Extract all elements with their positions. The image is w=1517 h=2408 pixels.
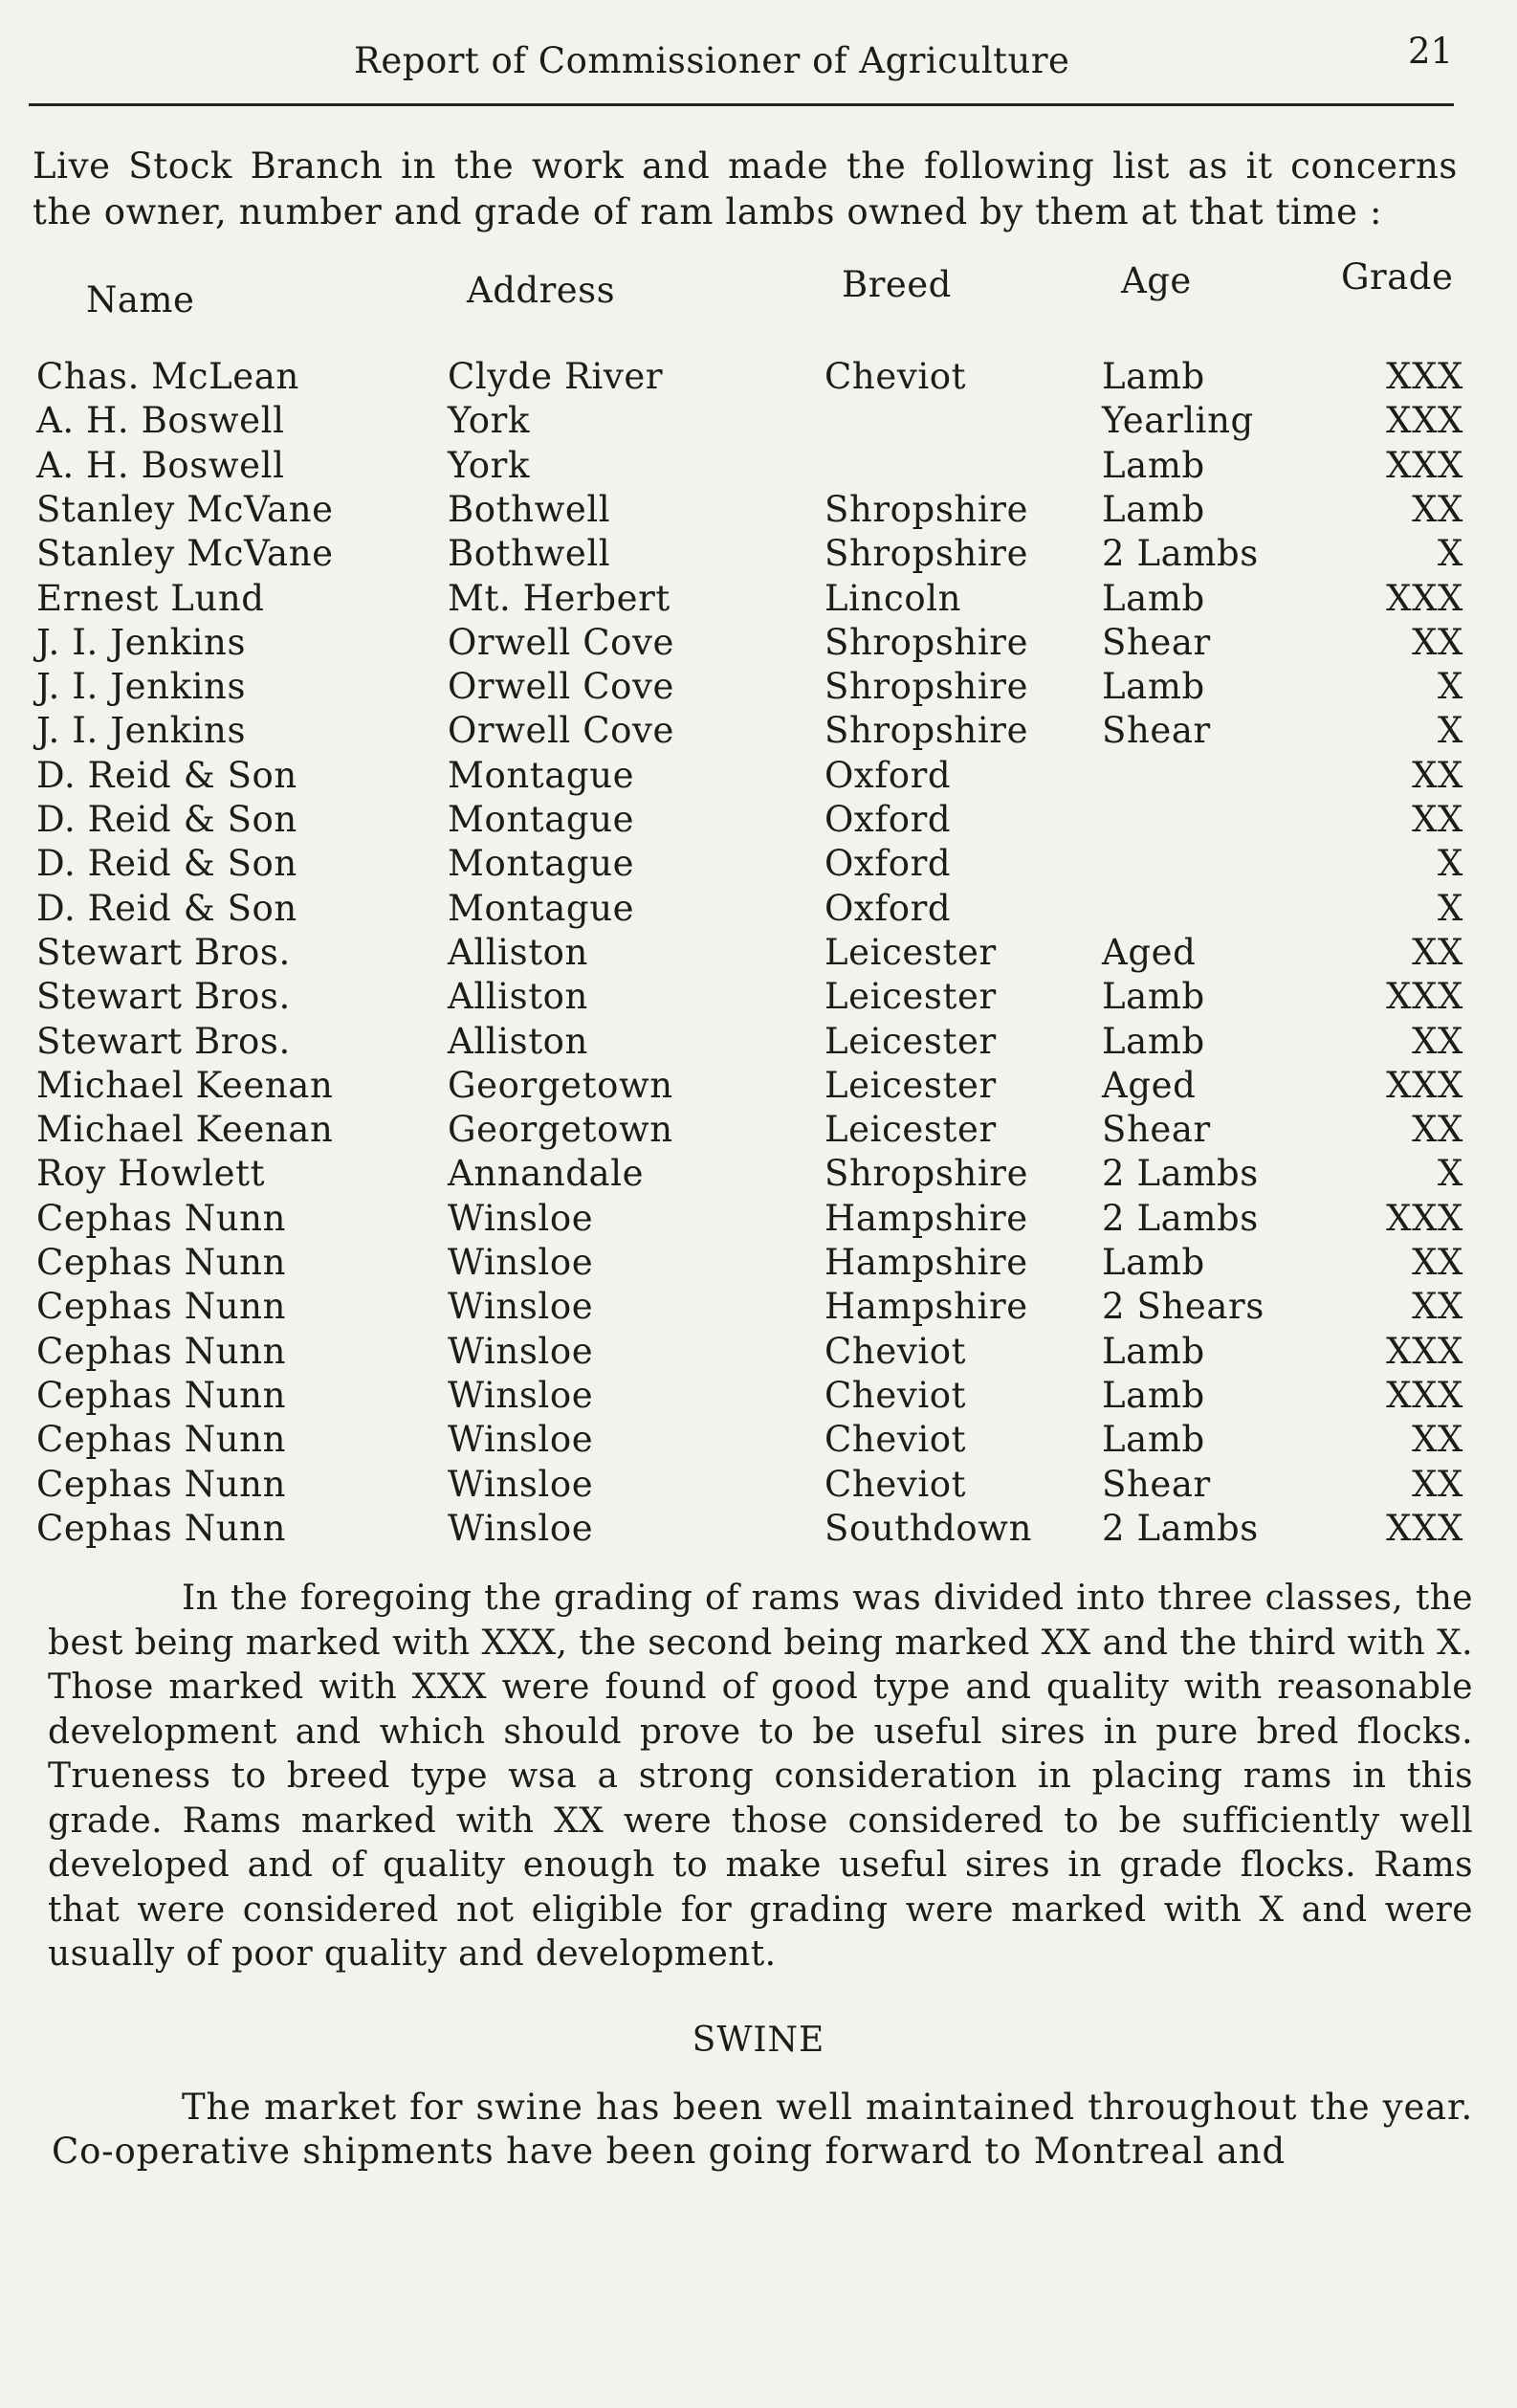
table-row (0, 1331, 1517, 1375)
cell-breed: Cheviot (824, 1330, 967, 1372)
cell-address: Winsloe (448, 1330, 594, 1372)
intro-line-2: the owner, number and grade of ram lambs owned by them at that time : (33, 191, 1383, 232)
table-row (0, 1065, 1517, 1109)
cell-name: Cephas Nunn (36, 1374, 286, 1416)
cell-breed: Hampshire (824, 1197, 1028, 1239)
cell-name: Cephas Nunn (36, 1197, 286, 1239)
cell-address: Montague (448, 754, 635, 796)
cell-age: Lamb (1102, 1374, 1205, 1416)
table-row (0, 888, 1517, 932)
cell-breed: Leicester (824, 1064, 997, 1106)
table-row (0, 1153, 1517, 1197)
cell-breed: Leicester (824, 1109, 997, 1151)
cell-breed: Cheviot (824, 356, 967, 397)
cell-breed: Shropshire (824, 710, 1029, 752)
cell-breed: Shropshire (824, 1153, 1029, 1195)
cell-age: 2 Lambs (1102, 1197, 1259, 1239)
cell-address: Orwell Cove (448, 710, 675, 752)
cell-age: Lamb (1102, 976, 1205, 1018)
column-header-age: Age (1121, 260, 1192, 301)
cell-breed: Oxford (824, 843, 952, 885)
cell-address: Orwell Cove (448, 621, 675, 663)
table-row (0, 445, 1517, 489)
cell-age: Shear (1102, 1109, 1211, 1151)
cell-grade: XXX (1386, 1507, 1463, 1549)
cell-address: Montague (448, 799, 635, 840)
cell-grade: X (1438, 710, 1463, 752)
cell-age: 2 Lambs (1102, 1507, 1259, 1549)
cell-name: A. H. Boswell (36, 444, 285, 486)
table-row (0, 976, 1517, 1020)
cell-grade: XX (1412, 931, 1463, 973)
cell-name: Michael Keenan (36, 1064, 334, 1106)
cell-grade: X (1438, 843, 1463, 885)
cell-age: 2 Shears (1102, 1286, 1264, 1328)
cell-grade: X (1438, 887, 1463, 929)
cell-name: Stewart Bros. (36, 931, 291, 973)
cell-address: Orwell Cove (448, 666, 675, 708)
cell-age: Lamb (1102, 1419, 1205, 1461)
cell-grade: XX (1412, 1242, 1463, 1283)
grading-paragraph (48, 1577, 1473, 1977)
cell-grade: X (1438, 1153, 1463, 1195)
cell-grade: X (1438, 666, 1463, 708)
cell-address: Winsloe (448, 1242, 594, 1283)
table-row (0, 356, 1517, 400)
swine-paragraph-text: The market for swine has been well maintained throughout the year. Co-operative shipments have been going forward to Montreal and (52, 2087, 1473, 2172)
cell-breed: Leicester (824, 931, 997, 973)
table-row (0, 1286, 1517, 1330)
cell-name: Stewart Bros. (36, 976, 291, 1018)
swine-paragraph (52, 2086, 1473, 2174)
cell-grade: XXX (1386, 1374, 1463, 1416)
cell-name: Stewart Bros. (36, 1020, 291, 1062)
table-row (0, 1109, 1517, 1153)
cell-age: Shear (1102, 621, 1211, 663)
cell-address: Winsloe (448, 1419, 594, 1461)
cell-address: Clyde River (448, 356, 664, 397)
cell-grade: XXX (1386, 356, 1463, 397)
cell-address: Winsloe (448, 1197, 594, 1239)
column-header-address: Address (467, 270, 616, 311)
cell-age: Lamb (1102, 666, 1205, 708)
cell-age: 2 Lambs (1102, 533, 1259, 575)
cell-name: Cephas Nunn (36, 1507, 286, 1549)
cell-name: Cephas Nunn (36, 1463, 286, 1505)
cell-address: York (448, 400, 530, 442)
cell-breed: Oxford (824, 754, 952, 796)
intro-paragraph (33, 144, 1458, 235)
cell-name: Stanley McVane (36, 533, 334, 575)
cell-name: Chas. McLean (36, 356, 299, 397)
column-header-name: Name (86, 279, 195, 320)
cell-address: Bothwell (448, 488, 611, 530)
cell-age: Lamb (1102, 1330, 1205, 1372)
cell-address: Annandale (448, 1153, 645, 1195)
cell-grade: XX (1412, 1109, 1463, 1151)
cell-address: Alliston (448, 931, 588, 973)
cell-address: Winsloe (448, 1507, 594, 1549)
table-row (0, 1464, 1517, 1508)
cell-grade: X (1438, 533, 1463, 575)
cell-age: Shear (1102, 710, 1211, 752)
cell-breed: Lincoln (824, 577, 962, 619)
table-row (0, 489, 1517, 533)
table-row (0, 400, 1517, 444)
cell-name: Roy Howlett (36, 1153, 266, 1195)
cell-address: Montague (448, 843, 635, 885)
cell-name: D. Reid & Son (36, 843, 297, 885)
cell-grade: XXX (1386, 976, 1463, 1018)
cell-age: Lamb (1102, 577, 1205, 619)
cell-grade: XXX (1386, 1330, 1463, 1372)
cell-breed: Cheviot (824, 1463, 967, 1505)
table-row (0, 533, 1517, 577)
swine-heading: SWINE (692, 2021, 825, 2060)
cell-name: D. Reid & Son (36, 754, 297, 796)
table-row (0, 755, 1517, 799)
cell-age: Lamb (1102, 488, 1205, 530)
cell-grade: XXX (1386, 577, 1463, 619)
table-row (0, 932, 1517, 976)
table-row (0, 622, 1517, 666)
intro-line-1: Live Stock Branch in the work and made the following list as it concerns (33, 145, 1458, 187)
cell-breed: Shropshire (824, 488, 1029, 530)
cell-breed: Oxford (824, 799, 952, 840)
cell-name: Michael Keenan (36, 1109, 334, 1151)
cell-age: 2 Lambs (1102, 1153, 1259, 1195)
column-header-grade: Grade (1341, 256, 1454, 298)
cell-address: Mt. Herbert (448, 577, 671, 619)
header-rule (29, 103, 1454, 106)
cell-breed: Cheviot (824, 1374, 967, 1416)
table-row (0, 710, 1517, 754)
table-row (0, 1375, 1517, 1419)
cell-name: Cephas Nunn (36, 1286, 286, 1328)
cell-breed: Shropshire (824, 533, 1029, 575)
table-row (0, 843, 1517, 887)
cell-name: J. I. Jenkins (36, 621, 247, 663)
cell-age: Lamb (1102, 444, 1205, 486)
cell-grade: XX (1412, 1020, 1463, 1062)
table-row (0, 1242, 1517, 1286)
cell-age: Lamb (1102, 356, 1205, 397)
cell-grade: XXX (1386, 1197, 1463, 1239)
cell-address: Winsloe (448, 1286, 594, 1328)
page-number: 21 (1408, 31, 1454, 72)
cell-address: Bothwell (448, 533, 611, 575)
cell-grade: XX (1412, 621, 1463, 663)
cell-address: York (448, 444, 530, 486)
cell-address: Winsloe (448, 1374, 594, 1416)
cell-grade: XX (1412, 488, 1463, 530)
cell-address: Alliston (448, 1020, 588, 1062)
table-row (0, 666, 1517, 710)
cell-age: Shear (1102, 1463, 1211, 1505)
cell-address: Montague (448, 887, 635, 929)
cell-name: D. Reid & Son (36, 887, 297, 929)
cell-grade: XX (1412, 1463, 1463, 1505)
cell-breed: Shropshire (824, 666, 1029, 708)
cell-name: J. I. Jenkins (36, 666, 247, 708)
table-row (0, 1508, 1517, 1552)
column-header-breed: Breed (842, 264, 952, 305)
cell-breed: Cheviot (824, 1419, 967, 1461)
cell-grade: XXX (1386, 1064, 1463, 1106)
grading-paragraph-text: In the foregoing the grading of rams was divided into three classes, the best being marked with XXX, the second being marked XX and the third with X. Those marked with XXX were found of good type and quality with reasonable development and which should prove to be useful sires in pure bred flocks. Trueness to breed type wsa a strong consideration in placing rams in this grade. Rams marked with XX were those considered to be sufficiently well developed and of quality enough to make useful sires in grade flocks. Rams that were considered not eligible for grading were marked with X and were usually of poor quality and development. (48, 1579, 1473, 1974)
cell-age: Lamb (1102, 1242, 1205, 1283)
cell-address: Georgetown (448, 1109, 673, 1151)
cell-grade: XX (1412, 754, 1463, 796)
cell-name: D. Reid & Son (36, 799, 297, 840)
cell-age: Aged (1102, 931, 1197, 973)
cell-grade: XX (1412, 1419, 1463, 1461)
cell-address: Alliston (448, 976, 588, 1018)
cell-breed: Southdown (824, 1507, 1033, 1549)
cell-breed: Leicester (824, 1020, 997, 1062)
table-row (0, 1419, 1517, 1463)
cell-name: Cephas Nunn (36, 1330, 286, 1372)
cell-age: Aged (1102, 1064, 1197, 1106)
page-header-title: Report of Commissioner of Agriculture (354, 40, 1070, 81)
cell-name: Cephas Nunn (36, 1242, 286, 1283)
cell-grade: XXX (1386, 400, 1463, 442)
cell-breed: Hampshire (824, 1286, 1028, 1328)
cell-breed: Leicester (824, 976, 997, 1018)
cell-grade: XX (1412, 1286, 1463, 1328)
cell-name: Stanley McVane (36, 488, 334, 530)
cell-breed: Hampshire (824, 1242, 1028, 1283)
table-row (0, 799, 1517, 843)
table-row (0, 578, 1517, 622)
cell-name: J. I. Jenkins (36, 710, 247, 752)
table-row (0, 1198, 1517, 1242)
cell-name: Ernest Lund (36, 577, 265, 619)
cell-age: Yearling (1102, 400, 1254, 442)
cell-grade: XXX (1386, 444, 1463, 486)
cell-breed: Oxford (824, 887, 952, 929)
table-row (0, 1021, 1517, 1065)
cell-name: Cephas Nunn (36, 1419, 286, 1461)
cell-address: Winsloe (448, 1463, 594, 1505)
cell-address: Georgetown (448, 1064, 673, 1106)
cell-grade: XX (1412, 799, 1463, 840)
cell-name: A. H. Boswell (36, 400, 285, 442)
cell-age: Lamb (1102, 1020, 1205, 1062)
cell-breed: Shropshire (824, 621, 1029, 663)
